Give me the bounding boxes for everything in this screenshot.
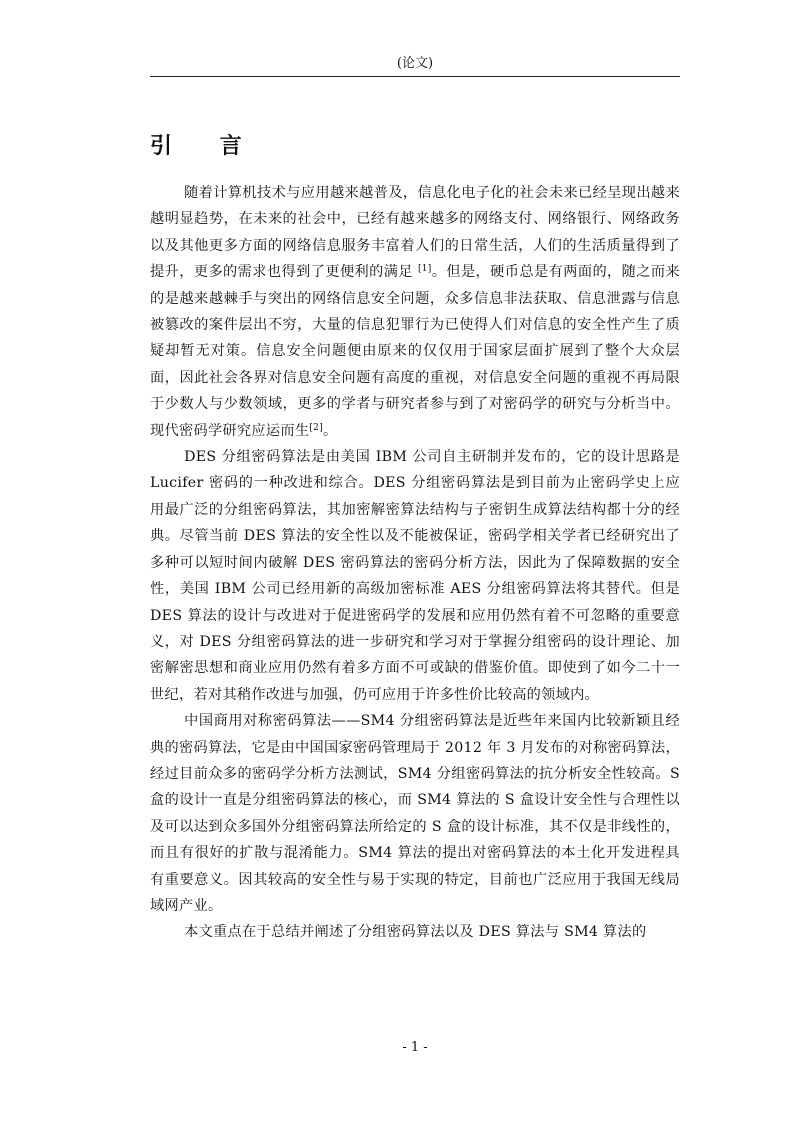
body-text xyxy=(150,180,680,946)
citation-ref: [1] xyxy=(417,264,432,275)
section-title: 引 言 xyxy=(150,134,262,159)
paragraph-sm4: 中国商用对称密码算法——SM4 分组密码算法是近些年来国内比较新颖且经典的密码算法，它是由中国国家密码管理局于 2012 年 3 月发布的对称密码算法，经过目前众多的密码学分析方法测试，SM4 分组密码算法的抗分析安全性较高。S 盒的设计一直是分组密码算法的核心，而 SM4 算法的 S 盒设计安全性与合理性以及可以达到众多国外分组密码算法所给定的 S 盒的设计标准，其不仅是非线性的，而且有很好的扩散与混淆能力。SM4 算法的提出对密码算法的本土化开发进程具有重要意义。因其较高的安全性与易于实现的特定，目前也广泛应用于我国无线局域网产业。 xyxy=(150,713,680,914)
paragraph-text: 。但是，硬币总是有两面的，随之而来的是越来越棘手与突出的网络信息安全问题，众多信息非法获取、信息泄露与信息被篡改的案件层出不穷，大量的信息犯罪行为已使得人们对信息的安全性产生了质疑却暂无对策。信息安全问题便由原来的仅仅用于国家层面扩展到了整个大众层面，因此社会各界对信息安全问题有高度的重视，对信息安全问题的重视不再局限于少数人与少数领域，更多的学者与研究者参与到了对密码学的研究与分析当中。现代密码学研究应运而生 xyxy=(150,264,680,439)
paragraph-des: DES 分组密码算法是由美国 IBM 公司自主研制并发布的，它的设计思路是 Lucifer 密码的一种改进和综合。DES 分组密码算法是到目前为止密码学史上应用最广泛的分组密码算法，其加密解密算法结构与子密钥生成算法结构都十分的经典。尽管当前 DES 算法的安全性以及不能被保证，密码学相关学者已经研究出了多种可以短时间内破解 DES 密码算法的密码分析方法，因此为了保障数据的安全性，美国 IBM 公司已经用新的高级加密标准 AES 分组密码算法将其替代。但是 DES 算法的设计与改进对于促进密码学的发展和应用仍然有着不可忽略的重要意义，对 DES 分组密码算法的进一步研究和学习对于掌握分组密码的设计理论、加密解密思想和商业应用仍然有着多方面不可或缺的借鉴价值。即使到了如今二十一世纪，若对其稍作改进与加强，仍可应用于许多性价比较高的领域内。 xyxy=(150,449,680,703)
citation-ref: [2] xyxy=(309,422,324,433)
paragraph-text: 。 xyxy=(323,422,338,439)
header-rule xyxy=(150,76,680,77)
page-number: - 1 - xyxy=(402,1040,428,1055)
page-header: (论文) xyxy=(396,56,434,71)
paragraph-intro xyxy=(150,180,680,444)
paragraph-text: 随着计算机技术与应用越来越普及，信息化电子化的社会未来已经呈现出越来越明显趋势，在未来的社会中，已经有越来越多的网络支付、网络银行、网络政务以及其他更多方面的网络信息服务丰富着人们的日常生活，人们的生活质量得到了提升，更多的需求也得到了更便利的满足 xyxy=(150,185,680,281)
paragraph-summary: 本文重点在于总结并阐述了分组密码算法以及 DES 算法与 SM4 算法的 xyxy=(184,924,647,941)
